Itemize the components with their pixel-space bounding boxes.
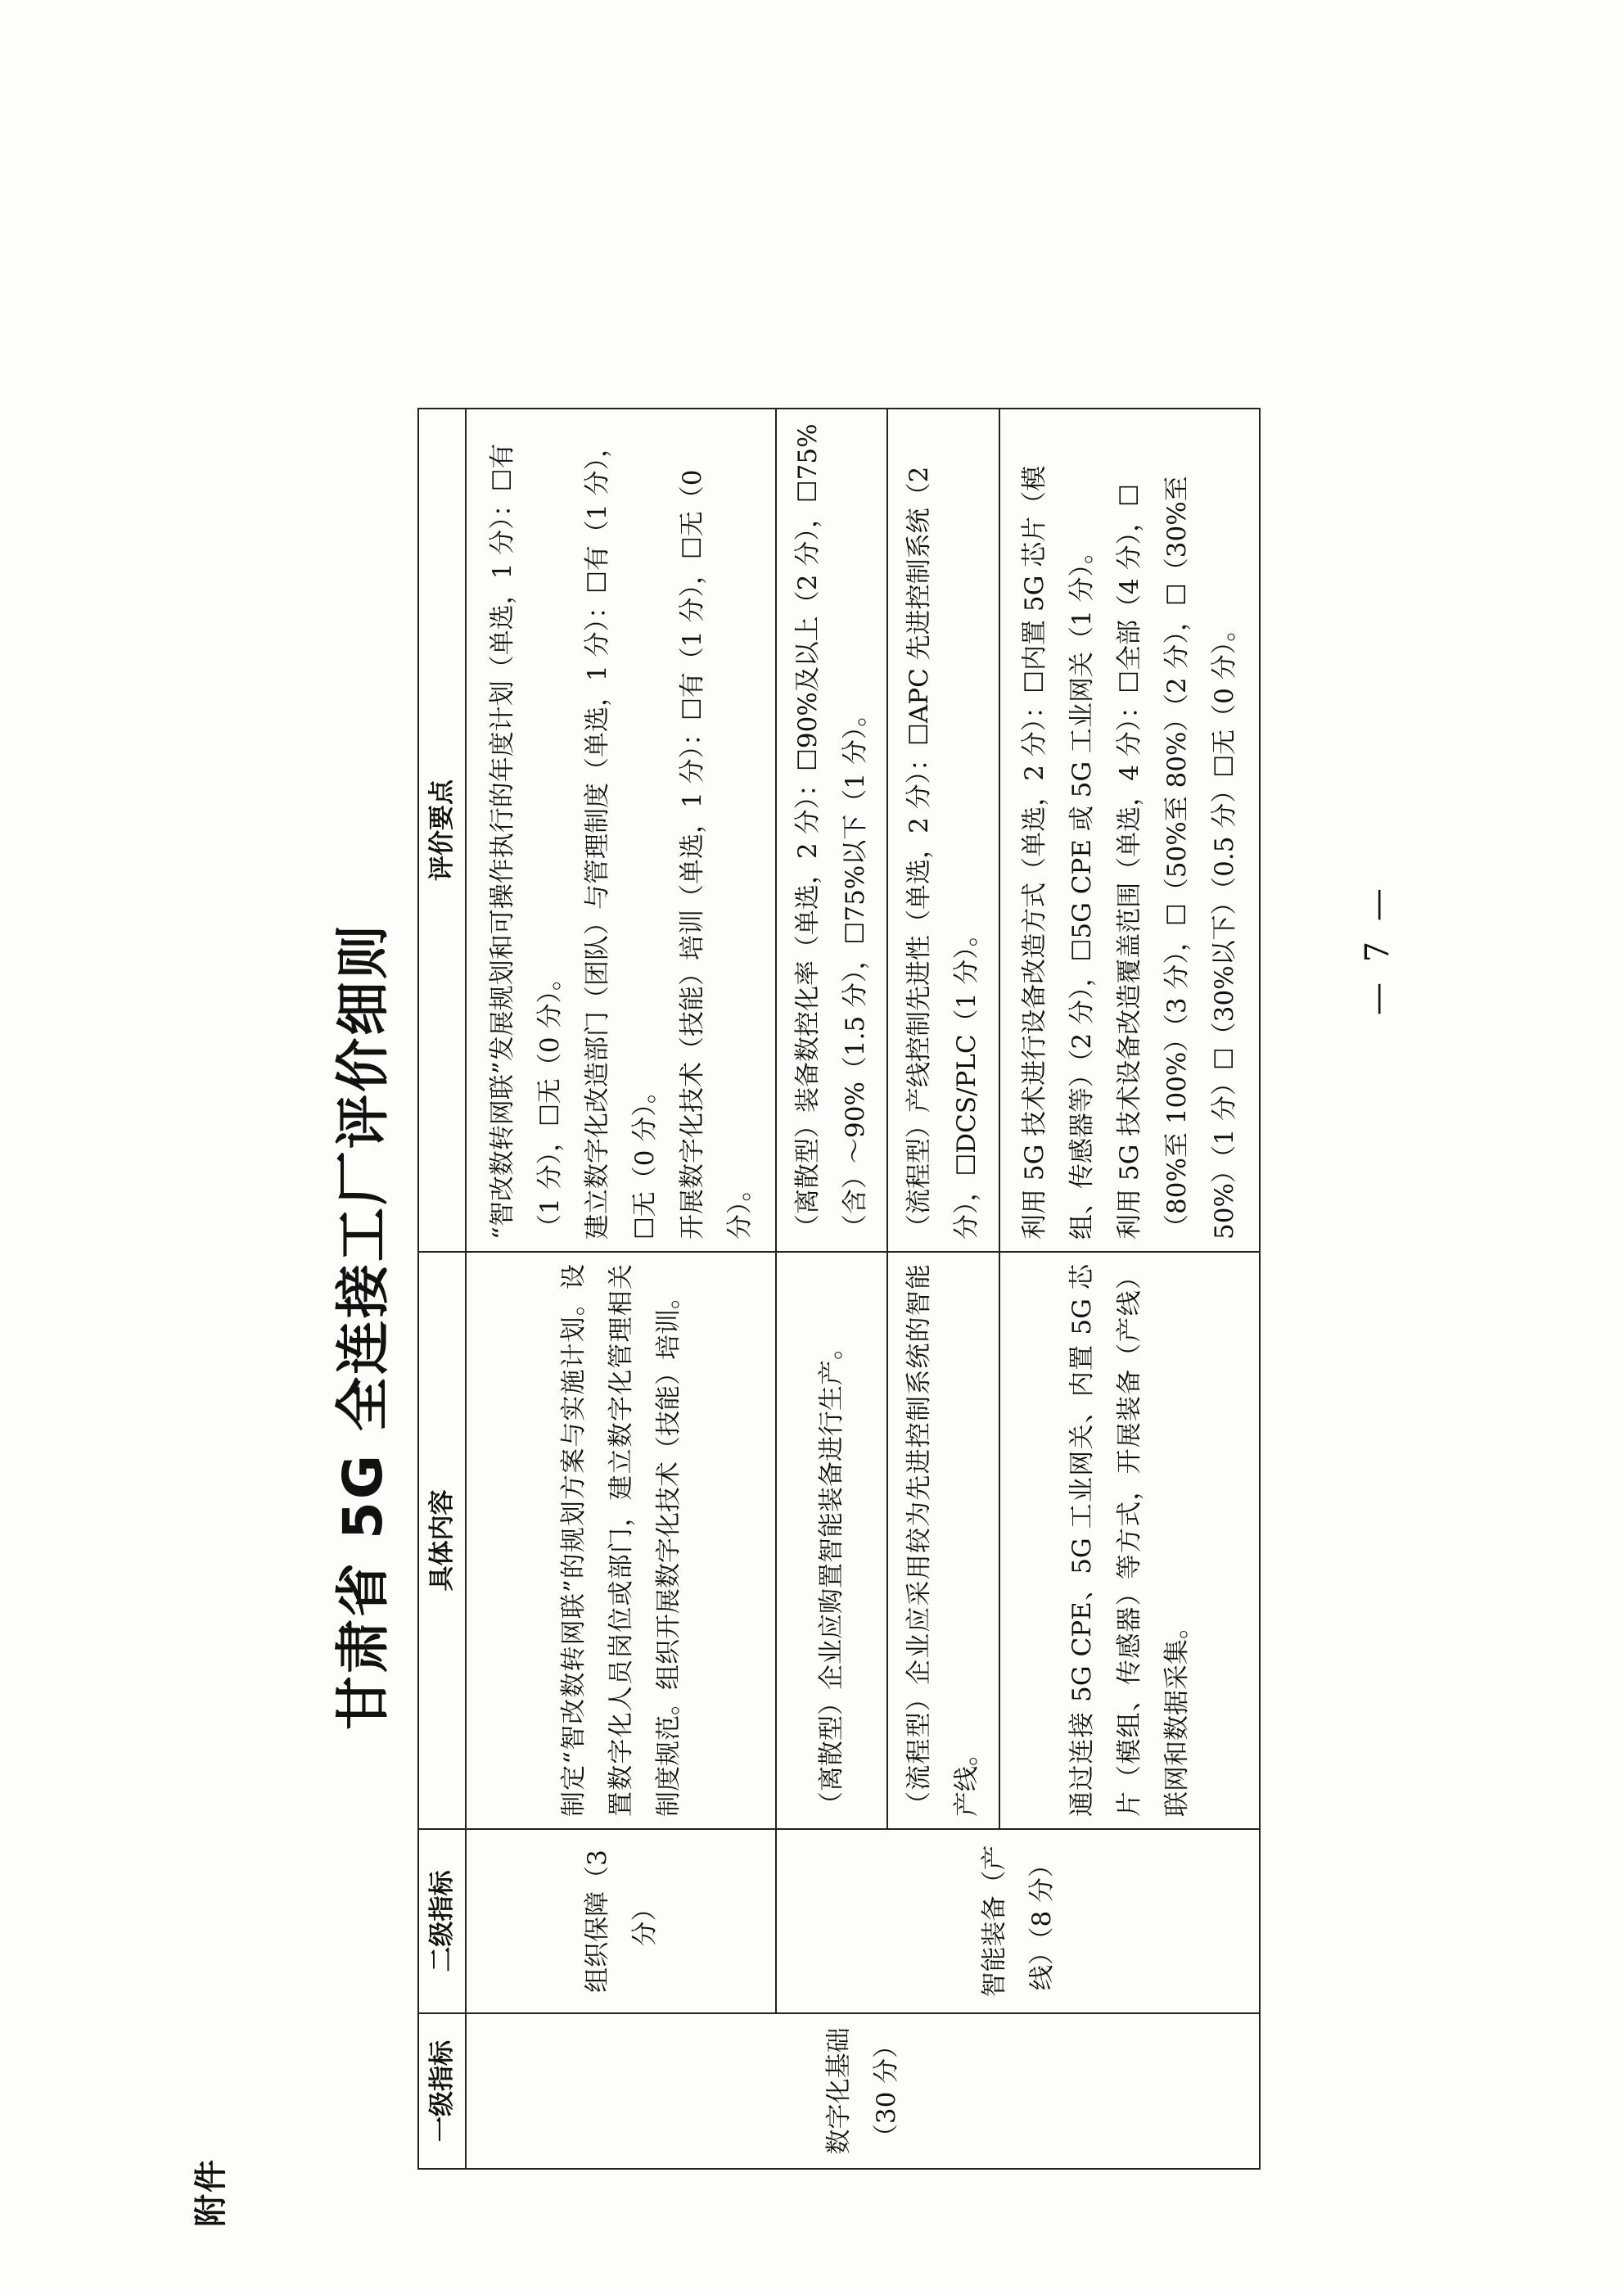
- point-item: 利用 5G 技术设备改造覆盖范围（单选，4 分）：☐全部（4 分），☐（80%至 100%）（3 分），☐（50%至 80%）（2 分），☐（30%至 50%）（1 分）☐（30%以下）（0.5 分）☐无（0 分）。: [1114, 476, 1239, 1240]
- attachment-label: 附件: [192, 2158, 230, 2227]
- point-item: 利用 5G 技术进行设备改造方式（单选，2 分）：☐内置 5G 芯片（模组、传感器等）（2 分），☐5G CPE 或 5G 工业网关（1 分）。: [1019, 465, 1097, 1240]
- page-number: — 7 —: [1359, 883, 1396, 1015]
- content-cell: （离散型）企业应购置智能装备进行生产。: [776, 1252, 887, 1829]
- point-item: （离散型）装备数控化率（单选，2 分）：☐90%及以上（2 分），☐75%（含）～90%（1.5 分），☐75%以下（1 分）。: [793, 423, 871, 1240]
- level2-indicator: 智能装备（产线）（8 分）: [776, 1829, 1260, 2013]
- page-title: 甘肃省 5G 全连接工厂评价细则: [332, 922, 395, 1731]
- rotated-page: [164, 262, 1457, 2227]
- header-content: 具体内容: [418, 1252, 466, 1829]
- content-cell: （流程型）企业应采用较为先进控制系统的智能产线。: [887, 1252, 999, 1829]
- content-cell: 通过连接 5G CPE、5G 工业网关、内置 5G 芯片（模组、传感器）等方式，开展装备（产线）联网和数据采集。: [999, 1252, 1260, 1829]
- points-cell: [776, 409, 887, 1252]
- point-item: （流程型）产线控制先进性（单选，2 分）：☐APC 先进控制系统（2 分），☐DCS/PLC（1 分）。: [904, 466, 982, 1240]
- table-row: [466, 409, 776, 2169]
- header-level2: 二级指标: [418, 1829, 466, 2013]
- evaluation-table: [417, 408, 1261, 2170]
- points-cell: [887, 409, 999, 1252]
- point-item: 开展数字化技术（技能）培训（单选，1 分）：☐有（1 分），☐无（0 分）。: [677, 469, 755, 1240]
- level2-indicator: 组织保障（3 分）: [466, 1829, 776, 2013]
- table-row: [776, 409, 887, 2169]
- header-level1: 一级指标: [418, 2013, 466, 2169]
- points-cell: [999, 409, 1260, 1252]
- level1-indicator: 数字化基础（30 分）: [466, 2013, 1260, 2169]
- points-cell: [466, 409, 776, 1252]
- point-item: “智改数转网联”发展规划和可操作执行的年度计划（单选，1 分）：☐有（1 分），☐无（0 分）。: [487, 443, 565, 1240]
- table-header-row: [418, 409, 466, 2169]
- point-item: 建立数字化改造部门（团队）与管理制度（单选，1 分）：☐有（1 分），☐无（0 分）。: [582, 432, 660, 1240]
- content-cell: 制定“智改数转网联”的规划方案与实施计划。设置数字化人员岗位或部门，建立数字化管理相关制度规范。组织开展数字化技术（技能）培训。: [466, 1252, 776, 1829]
- header-points: 评价要点: [418, 409, 466, 1252]
